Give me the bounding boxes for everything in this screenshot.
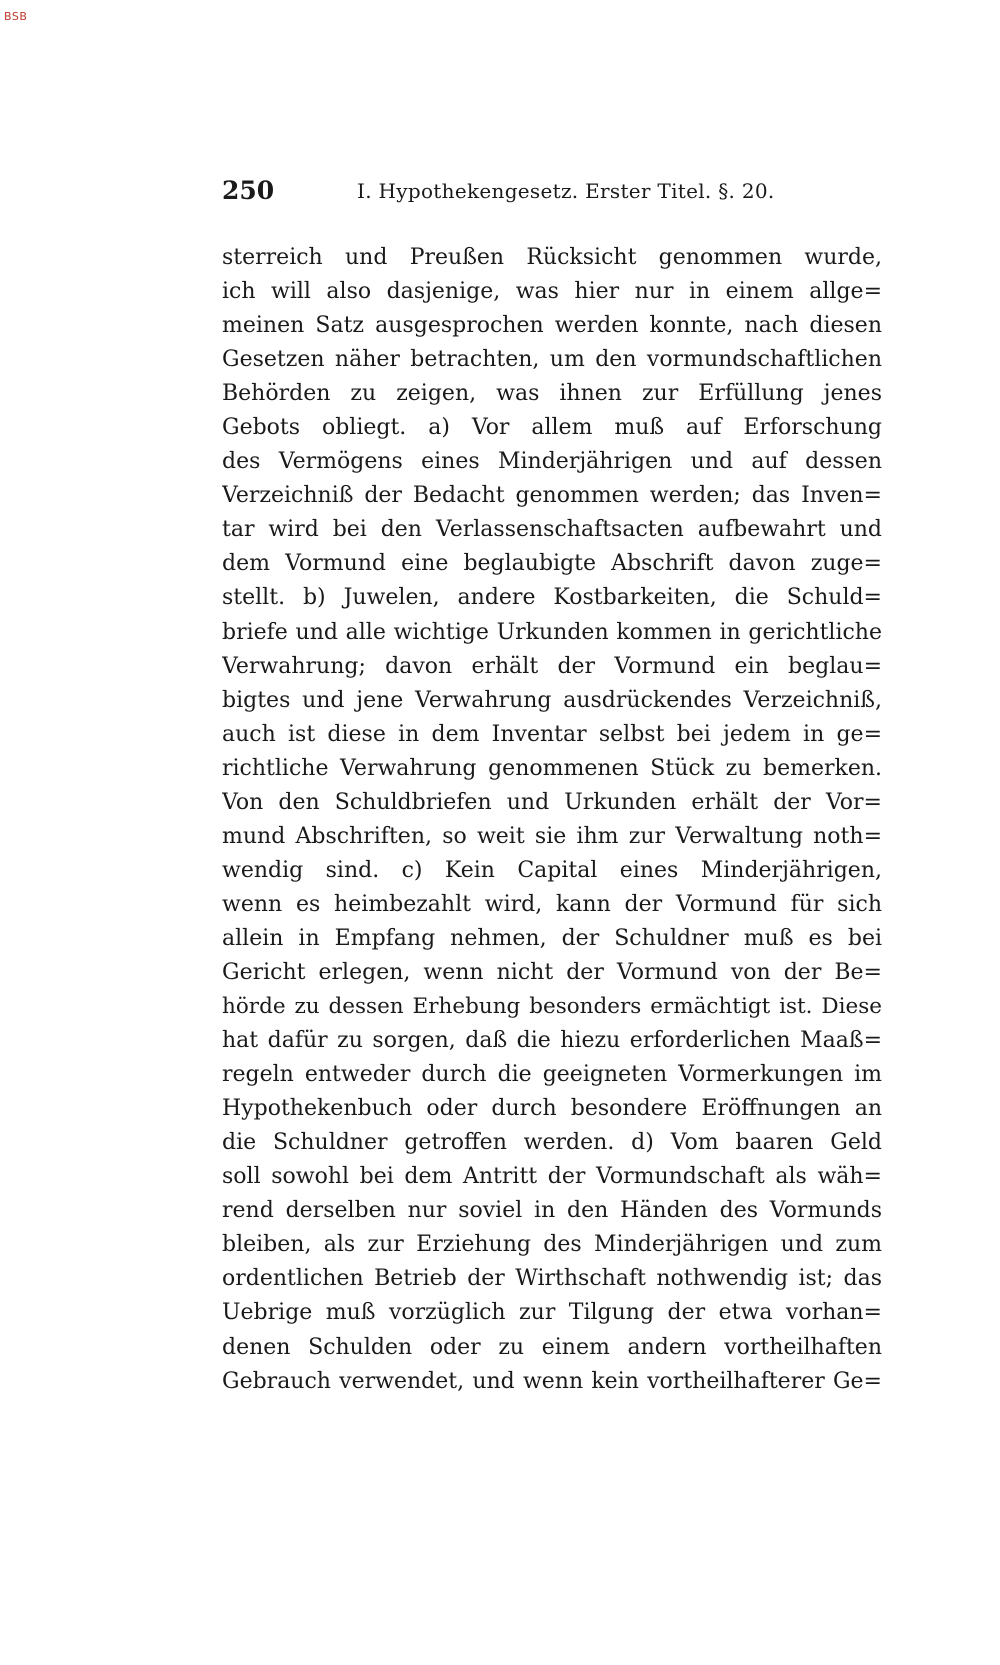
text-line: ich will also dasjenige, was hier nur in einem allge= xyxy=(222,279,882,305)
text-line: soll sowohl bei dem Antritt der Vormundschaft als wäh= xyxy=(222,1164,882,1190)
text-line: bleiben, als zur Erziehung des Minderjährigen und zum xyxy=(222,1232,882,1258)
text-line: Verwahrung; davon erhält der Vormund ein beglau= xyxy=(222,653,882,679)
text-line: Hypothekenbuch oder durch besondere Eröffnungen an xyxy=(222,1096,882,1122)
text-line: des Vermögens eines Minderjährigen und auf dessen xyxy=(222,449,882,475)
body-text xyxy=(222,241,882,1399)
text-line: mund Abschriften, so weit sie ihm zur Verwaltung noth= xyxy=(222,823,882,849)
page-number: 250 xyxy=(222,176,275,205)
text-line: wenn es heimbezahlt wird, kann der Vormund für sich xyxy=(222,891,882,917)
text-line: Gericht erlegen, wenn nicht der Vormund von der Be= xyxy=(222,959,882,985)
text-line: meinen Satz ausgesprochen werden konnte, nach diesen xyxy=(222,313,882,339)
text-line: bigtes und jene Verwahrung ausdrückendes Verzeichniß, xyxy=(222,687,882,713)
text-line: richtliche Verwahrung genommenen Stück zu bemerken. xyxy=(222,755,882,781)
text-line: stellt. b) Juwelen, andere Kostbarkeiten, die Schuld= xyxy=(222,585,882,611)
text-line: Behörden zu zeigen, was ihnen zur Erfüllung jenes xyxy=(222,381,882,407)
text-line: dem Vormund eine beglaubigte Abschrift davon zuge= xyxy=(222,551,882,577)
text-line: Verzeichniß der Bedacht genommen werden; das Inven= xyxy=(222,483,882,509)
text-line: tar wird bei den Verlassenschaftsacten aufbewahrt und xyxy=(222,517,882,543)
library-watermark: BSB xyxy=(4,10,28,23)
text-line: Von den Schuldbriefen und Urkunden erhält der Vor= xyxy=(222,789,882,815)
text-line: Gebrauch verwendet, und wenn kein vortheilhafterer Ge= xyxy=(222,1368,882,1394)
text-line: ordentlichen Betrieb der Wirthschaft nothwendig ist; das xyxy=(222,1266,882,1292)
text-line: Gesetzen näher betrachten, um den vormundschaftlichen xyxy=(222,347,882,373)
text-line: briefe und alle wichtige Urkunden kommen in gerichtliche xyxy=(222,619,882,645)
running-head: I. Hypothekengesetz. Erster Titel. §. 20. xyxy=(357,179,775,203)
page-header xyxy=(222,176,775,210)
text-line: die Schuldner getroffen werden. d) Vom baaren Geld xyxy=(222,1130,882,1156)
text-line: Uebrige muß vorzüglich zur Tilgung der etwa vorhan= xyxy=(222,1300,882,1326)
text-line: denen Schulden oder zu einem andern vortheilhaften xyxy=(222,1334,882,1360)
text-line: wendig sind. c) Kein Capital eines Minderjährigen, xyxy=(222,857,882,883)
text-line: hat dafür zu sorgen, daß die hiezu erforderlichen Maaß= xyxy=(222,1028,882,1054)
text-line: regeln entweder durch die geeigneten Vormerkungen im xyxy=(222,1062,882,1088)
text-line: hörde zu dessen Erhebung besonders ermächtigt ist. Diese xyxy=(222,994,882,1020)
text-line: Gebots obliegt. a) Vor allem muß auf Erforschung xyxy=(222,415,882,441)
text-line: rend derselben nur soviel in den Händen des Vormunds xyxy=(222,1198,882,1224)
text-line: sterreich und Preußen Rücksicht genommen wurde, xyxy=(222,245,882,270)
text-line: auch ist diese in dem Inventar selbst bei jedem in ge= xyxy=(222,721,882,747)
text-line: allein in Empfang nehmen, der Schuldner muß es bei xyxy=(222,925,882,951)
